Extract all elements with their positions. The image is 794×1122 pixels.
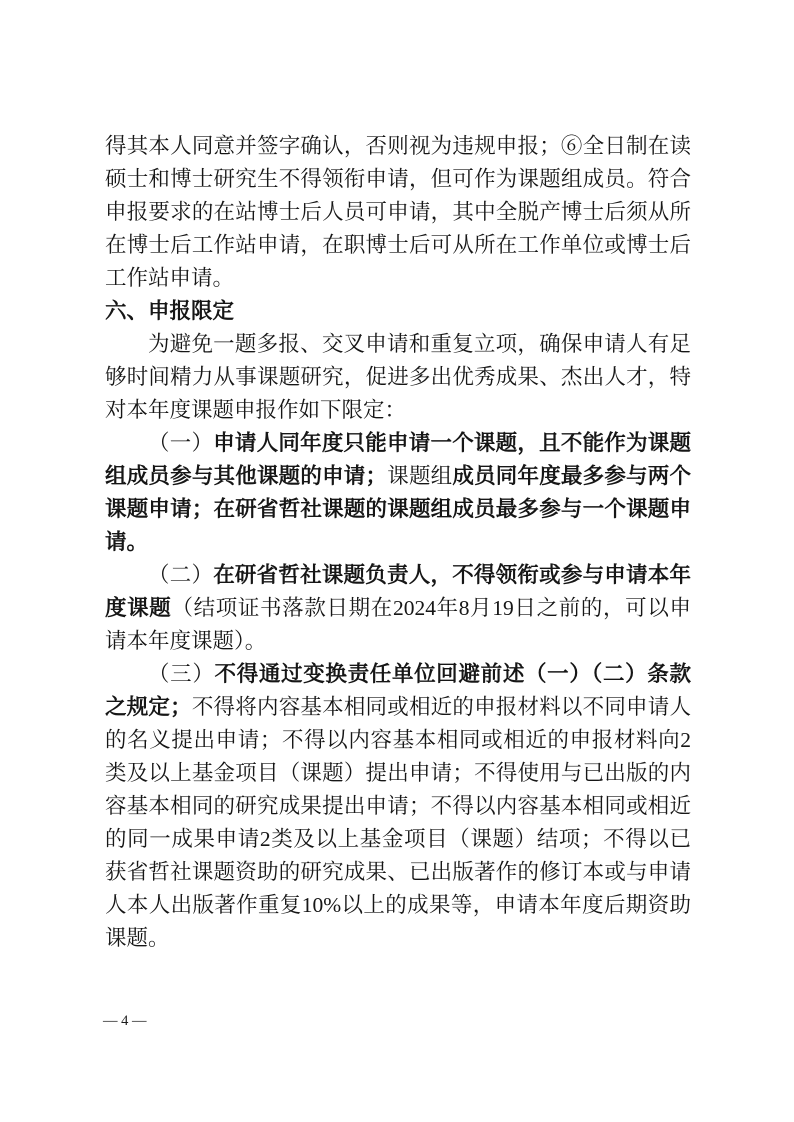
bold-text-run: 在研省哲社课题负责人，不得领衔或参与申请本年度课题 [105,563,691,620]
text-run: （三） [148,662,215,686]
bold-text-run: 六、申报限定 [105,299,235,323]
section-heading [105,295,691,328]
document-body [105,130,691,955]
paragraph [105,658,691,955]
paragraph [105,427,691,559]
text-run: 为避免一题多报、交叉申请和重复立项，确保申请人有足够时间精力从事课题研究，促进多出优秀成果、杰出人才，特对本年度课题申报作如下限定： [105,332,691,422]
text-run: 不得将内容基本相同或相近的申报材料以不同申请人的名义提出申请；不得以内容基本相同或相近的申报材料向2类及以上基金项目（课题）提出申请；不得使用与已出版的内容基本相同的研究成果提出申请；不得以内容基本相同或相近的同一成果申请2类及以上基金项目（课题）结项；不得以已获省哲社课题资助的研究成果、已出版著作的修订本或与申请人本人出版著作重复10%以上的成果等，申请本年度后期资助课题。 [105,695,691,950]
text-run: （一） [148,431,214,455]
paragraph [105,130,691,295]
paragraph [105,559,691,658]
text-run: 课题组 [387,464,453,488]
text-run: （二） [148,563,214,587]
text-run: （结项证书落款日期在2024年8月19日之前的，可以申请本年度课题）。 [105,596,691,653]
text-run: 得其本人同意并签字确认，否则视为违规申报；⑥全日制在读硕士和博士研究生不得领衔申请，但可作为课题组成员。符合申报要求的在站博士后人员可申请，其中全脱产博士后须从所在博士后工作站申请，在职博士后可从所在工作单位或博士后工作站申请。 [105,134,691,290]
page-number: — 4 — [103,1013,147,1029]
bold-text-run: 成员同年度最多参与两个课题申请；在研省哲社课题的课题组成员最多参与一个课题申请。 [105,464,691,554]
bold-text-run: 不得通过变换责任单位回避前述（一）（二）条款之规定； [105,662,691,719]
bold-text-run: 申请人同年度只能申请一个课题，且不能作为课题组成员参与其他课题的申请； [105,431,691,488]
paragraph [105,328,691,427]
